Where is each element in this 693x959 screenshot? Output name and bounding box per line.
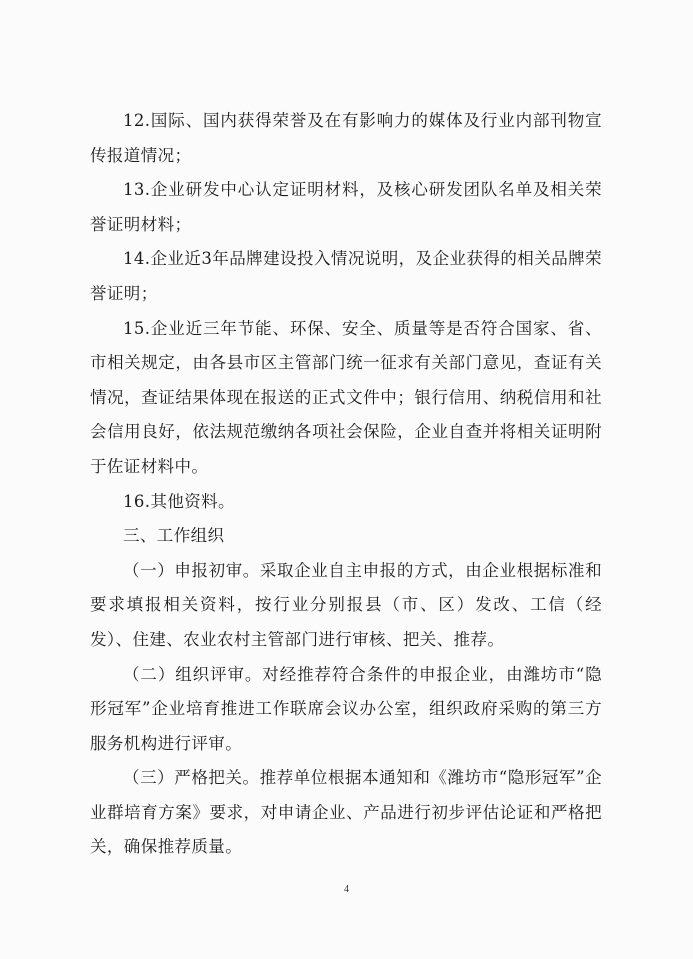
page-number: 4 bbox=[344, 884, 349, 895]
paragraph-step-2: （二）组织评审。对经推荐符合条件的申报企业，由潍坊市“隐形冠军”企业培育推进工作联席会议办公室，组织政府采购的第三方服务机构进行评审。 bbox=[90, 664, 602, 753]
paragraph-item-14: 14.企业近3年品牌建设投入情况说明，及企业获得的相关品牌荣誉证明； bbox=[90, 249, 602, 303]
paragraph-item-13: 13.企业研发中心认定证明材料，及核心研发团队名单及相关荣誉证明材料； bbox=[90, 180, 602, 234]
document-body bbox=[90, 104, 602, 865]
paragraph-step-3: （三）严格把关。推荐单位根据本通知和《潍坊市“隐形冠军”企业群培育方案》要求，对申请企业、产品进行初步评估论证和严格把关，确保推荐质量。 bbox=[90, 768, 602, 857]
paragraph-item-15: 15.企业近三年节能、环保、安全、质量等是否符合国家、省、市相关规定，由各县市区主管部门统一征求有关部门意见，查证有关情况，查证结果体现在报送的正式文件中；银行信用、纳税信用和社会信用良好，依法规范缴纳各项社会保险，企业自查并将相关证明附于佐证材料中。 bbox=[90, 318, 602, 476]
paragraph-step-1: （一）申报初审。采取企业自主申报的方式，由企业根据标准和要求填报相关资料，按行业分别报县（市、区）发改、工信（经发）、住建、农业农村主管部门进行审核、把关、推荐。 bbox=[90, 560, 602, 649]
paragraph-item-12: 12.国际、国内获得荣誉及在有影响力的媒体及行业内部刊物宣传报道情况； bbox=[90, 111, 602, 165]
paragraph-item-16: 16.其他资料。 bbox=[123, 491, 235, 511]
section-heading: 三、工作组织 bbox=[123, 526, 225, 546]
